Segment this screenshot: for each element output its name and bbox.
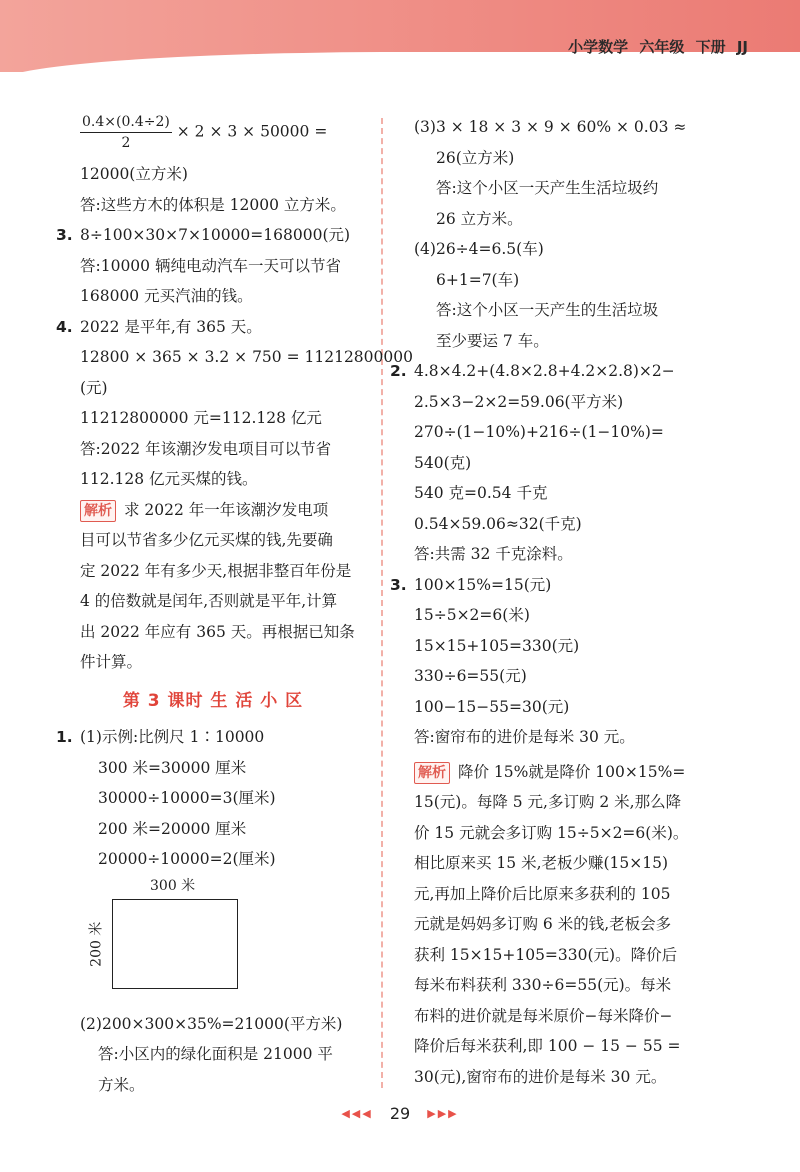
text-line: 26 立方米。: [436, 209, 523, 228]
text-line: 答:10000 辆纯电动汽车一天可以节省: [80, 256, 341, 275]
question-3-line: [54, 220, 372, 251]
text-line: 降价后每米获利,即 100 − 15 − 55 =: [414, 1037, 681, 1055]
column-divider: [381, 118, 383, 1088]
text-line: 出 2022 年应有 365 天。再根据已知条: [80, 622, 355, 641]
text-line: 答:这个小区一天产生生活垃圾约: [436, 179, 659, 197]
text: 降价 15%就是降价 100×15%=: [458, 762, 686, 781]
scale-drawing: [54, 877, 372, 1003]
text-line: 15(元)。每降 5 元,多订购 2 米,那么降: [414, 793, 682, 811]
text-line: 6+1=7(车): [436, 270, 520, 289]
fraction-line: [54, 112, 372, 153]
question-number: 4.: [56, 317, 73, 336]
right-column: [390, 112, 740, 1092]
fraction: [80, 112, 172, 153]
text-line: 12800 × 365 × 3.2 × 750 = 11212800000: [80, 348, 413, 366]
scale-rectangle: [112, 899, 238, 989]
text-line: 答:小区内的绿化面积是 21000 平: [98, 1045, 333, 1063]
text-line: 112.128 亿元买煤的钱。: [80, 470, 258, 488]
text-line: 15÷5×2=6(米): [414, 606, 530, 624]
text-line: 答:共需 32 千克涂料。: [414, 545, 573, 563]
text-line: 获利 15×15+105=330(元)。降价后: [414, 945, 678, 964]
text-line: 540(克): [414, 453, 472, 472]
question-1-line: [54, 722, 372, 753]
text-line: 30000÷10000=3(厘米): [98, 789, 276, 807]
question-number: 2.: [390, 362, 407, 380]
text-line: 20000÷10000=2(厘米): [98, 850, 276, 868]
text-line: 件计算。: [80, 653, 143, 671]
section-title: 第 3 课时 生 活 小 区: [122, 690, 304, 711]
page-number: 29: [389, 1104, 411, 1123]
next-arrows-icon: ▶▶▶: [427, 1107, 459, 1120]
text-line: 元就是妈妈多订购 6 米的钱,老板会多: [414, 915, 672, 933]
text-line: 相比原来买 15 米,老板少赚(15×15): [414, 854, 669, 872]
text-line: 答:2022 年该潮汐发电项目可以节省: [80, 439, 332, 458]
text-line: (元): [80, 378, 108, 397]
text: 4.8×4.2+(4.8×2.8+4.2×2.8)×2−: [414, 362, 675, 380]
text-line: 168000 元买汽油的钱。: [80, 287, 253, 305]
prev-arrows-icon: ◀◀◀: [341, 1107, 373, 1120]
fraction-rest: × 2 × 3 × 50000 =: [176, 122, 328, 141]
rect-height-label: 200 米: [88, 921, 105, 967]
rect-width-label: 300 米: [150, 877, 196, 894]
text-line: 答:窗帘布的进价是每米 30 元。: [414, 728, 635, 746]
text-line: 26(立方米): [436, 148, 515, 167]
text-line: 540 克=0.54 千克: [414, 484, 548, 502]
left-column: [54, 112, 413, 1100]
question-4-line: [54, 312, 372, 343]
text-line: 270÷(1−10%)+216÷(1−10%)=: [414, 423, 664, 441]
text-line: 至少要运 7 车。: [436, 331, 549, 350]
text-line: 2.5×3−2×2=59.06(平方米): [414, 392, 624, 411]
text-line: 答:这个小区一天产生的生活垃圾: [436, 301, 659, 319]
question-2-line: [390, 356, 740, 387]
text-line: 布料的进价就是每米原价−每米降价−: [414, 1006, 673, 1025]
text-line: 元,再加上降价后比原来多获利的 105: [414, 884, 671, 903]
text-line: 方米。: [98, 1075, 145, 1094]
text-line: 11212800000 元=112.128 亿元: [80, 409, 322, 427]
question-number: 3.: [56, 226, 73, 244]
fraction-numerator: 0.4×(0.4÷2): [80, 112, 172, 133]
text-line: 15×15+105=330(元): [414, 636, 580, 655]
text-line: 200 米=20000 厘米: [98, 819, 247, 838]
text-line: 12000(立方米): [80, 165, 188, 183]
text-line: (2)200×300×35%=21000(平方米): [80, 1014, 343, 1033]
text: 100×15%=15(元): [414, 575, 552, 594]
question-3-line: [390, 570, 740, 601]
text-line: 30(元),窗帘布的进价是每米 30 元。: [414, 1067, 667, 1086]
analysis-tag: 解析: [80, 500, 116, 522]
text-line: 300 米=30000 厘米: [98, 758, 247, 777]
text: 2022 是平年,有 365 天。: [80, 317, 262, 336]
question-number: 3.: [390, 575, 407, 594]
analysis-line: [414, 757, 740, 788]
analysis-tag: 解析: [414, 762, 450, 784]
text-line: (4)26÷4=6.5(车): [414, 240, 544, 258]
question-number: 1.: [56, 728, 73, 746]
header-book-title: 小学数学 六年级 下册 JJ: [568, 38, 748, 56]
text-line: 答:这些方木的体积是 12000 立方米。: [80, 195, 346, 214]
text-line: 价 15 元就会多订购 15÷5×2=6(米)。: [414, 823, 689, 842]
text: 求 2022 年一年该潮汐发电项: [124, 500, 329, 519]
text-line: (3)3 × 18 × 3 × 9 × 60% × 0.03 ≈: [414, 118, 687, 136]
text-line: 0.54×59.06≈32(千克): [414, 514, 582, 533]
text-line: 330÷6=55(元): [414, 667, 527, 685]
text-line: 目可以节省多少亿元买煤的钱,先要确: [80, 531, 333, 549]
text-line: 每米布料获利 330÷6=55(元)。每米: [414, 976, 672, 994]
text-line: 定 2022 年有多少天,根据非整百年份是: [80, 561, 352, 580]
analysis-line: [54, 495, 372, 526]
text-line: 4 的倍数就是闰年,否则就是平年,计算: [80, 592, 338, 610]
text: 8÷100×30×7×10000=168000(元): [80, 226, 351, 244]
page-footer: [0, 1104, 800, 1123]
fraction-denominator: 2: [121, 135, 131, 151]
text: (1)示例:比例尺 1∶10000: [80, 728, 265, 746]
text-line: 100−15−55=30(元): [414, 697, 570, 716]
